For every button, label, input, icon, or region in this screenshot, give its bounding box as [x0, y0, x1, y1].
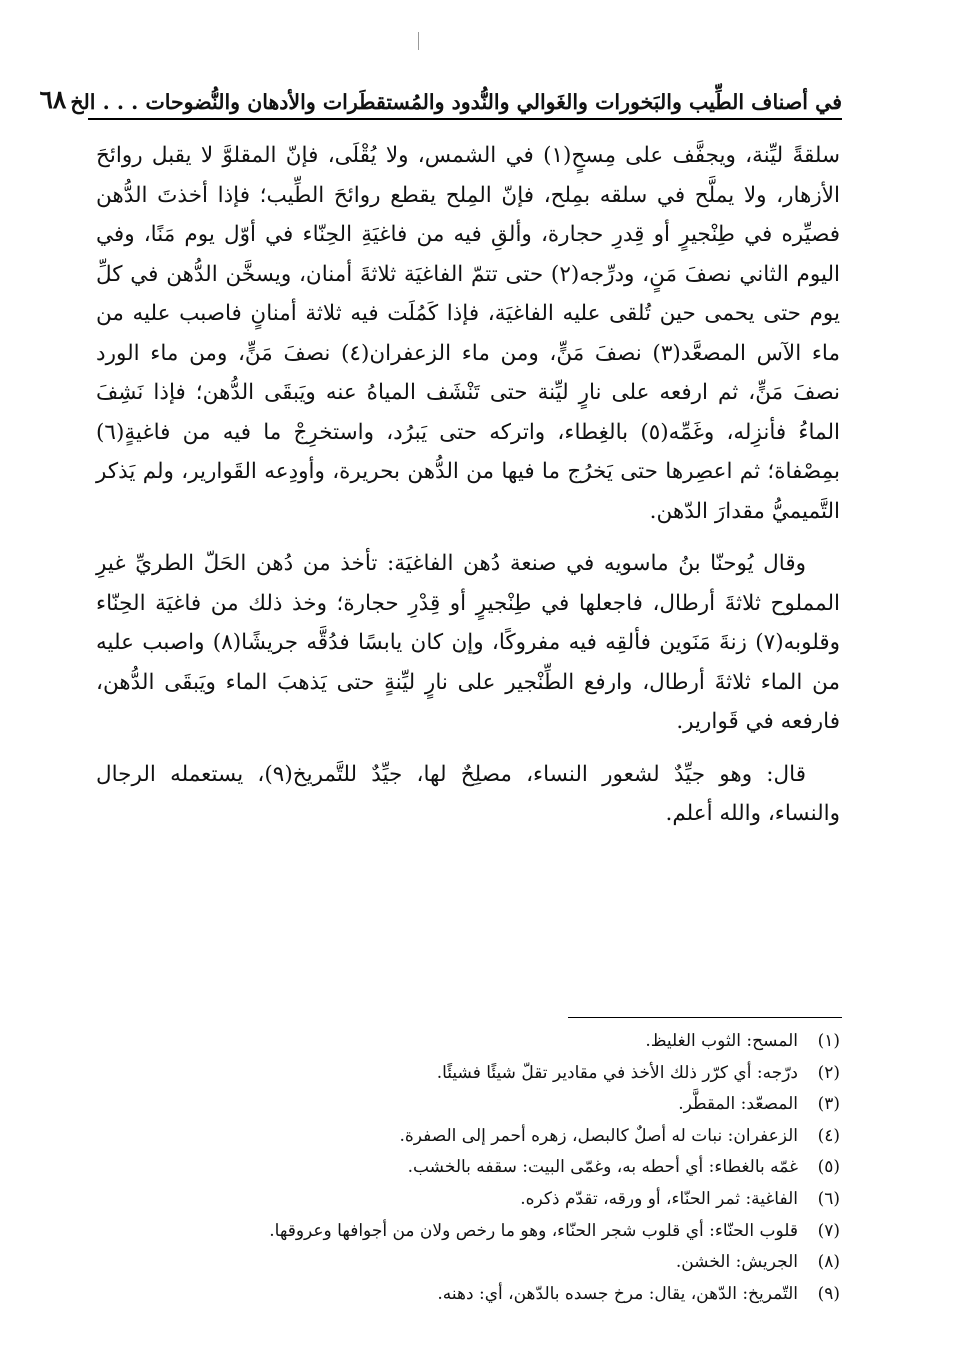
running-head: في أصناف الطِّيب والبَخورات والغَوالي والنُّدود والمُستقطَرات والأدهان والنُّضوحات . . . الخ	[70, 90, 842, 114]
footnote-number: (١)	[817, 1031, 840, 1051]
footnote-9	[100, 1279, 840, 1311]
footnote-text: الجريش: الخشن.	[675, 1252, 798, 1273]
paragraph-3: قال: وهو جيِّدٌ لشعور النساء، مصلِحٌ لها، جيِّدٌ للتَّمريخ(٩)، يستعمله الرجال والنساء، والله أعلم.	[96, 761, 840, 826]
paragraph-2: وقال يُوحنّا بنُ ماسويه في صنعة دُهن الفاغيَة: تأخذ من دُهن الحَلّ الطريِّ غيرِ المملوح ثلاثةَ أرطال، فاجعلها في طِنْجيرٍ أو قِدْرِ حجارة؛ وخذ ذلك من فاغيَة الحِنّاء وقلوبه(٧) زنةَ مَنَوين فألقِه فيه مفروكًا، وإن كان يابسًا فدُقَّه جريشًا(٨) واصبب عليه من الماء ثلاثةَ أرطال، وارفع الطِّنْجير على نارٍ ليِّنةٍ حتى يَذهبَ الماء ويَبقَى الدُّهن، فارفعه في قَوارير.	[96, 551, 840, 734]
footnote-text: المصعّد: المقطَّر.	[678, 1094, 798, 1115]
footnote-5	[100, 1152, 840, 1184]
footnote-text: المسح: الثوب الغليظ.	[645, 1031, 798, 1051]
footnote-8	[100, 1247, 840, 1279]
footnote-number: (٦)	[817, 1188, 840, 1209]
footnote-2	[100, 1058, 840, 1090]
top-crop-mark	[418, 32, 419, 50]
footnote-7	[100, 1216, 840, 1248]
page-number: ٦٨	[39, 85, 67, 114]
footnote-number: (٥)	[817, 1157, 840, 1178]
footnote-3	[100, 1089, 840, 1121]
footnote-text: درّجه: أي كرّر ذلك الأخذ في مقادير تقلّ شيئًا فشيئًا.	[436, 1062, 798, 1083]
footnote-text: قلوب الحنّاء: أي قلوب شجر الحنّاء، وهو ما رخص ولان من أجوافها وعروقها.	[269, 1220, 798, 1241]
footnote-number: (٧)	[817, 1220, 840, 1241]
page-header	[39, 78, 842, 114]
footnote-number: (٤)	[817, 1125, 840, 1146]
body-text	[96, 136, 840, 834]
paragraph-1: سلقةً ليِّنة، ويجفَّف على مِسحٍ(١) في الشمس، ولا يُقْلَى، فإنّ المقلوَّ لا يقبل روائحَ الأزهار، ولا يملَّح في سلقه بمِلح، فإنّ المِلح يقطع روائحَ الطِّيب؛ فإذا أخذتَ الدُّهن فصيِّره في طِنْجيرٍ أو قِدرِ حجارة، وألقِ فيه من فاغيَةِ الحِنّاء في أوّل يوم مَنًا، وفي اليوم الثاني نصفَ مَنٍ، ودرِّجه(٢) حتى تتمّ الفاغيَة ثلاثةَ أمنان، ويسخَّن الدُّهن في كلِّ يوم حتى يحمى حين تُلقى عليه الفاغيَة، فإذا كَمُلَت فيه ثلاثة أمنانٍ فاصبب عليه من ماء الآس المصعَّد(٣) نصفَ مَنٍّ، ومن ماء الزعفران(٤) نصفَ مَنٍّ، ومن ماء الورد نصفَ مَنٍّ، ثم ارفعه على نارٍ ليِّنة حتى تَنْشَف المياهُ عنه ويَبقَى الدُّهن؛ فإذا نَشِفَ الماءُ فأنزِله، وغَمِّه(٥) بالغِطاء، واتركه حتى يَبرُد، واستخرِجْ ما فيه من فاغيةٍ(٦) بمِصْفاة؛ ثم اعصِرها حتى يَخرُج ما فيها من الدُّهن بحريرة، وأودِعه القَوارير، ولم يَذكر التَّميميُّ مقدارَ الدّهن.	[96, 143, 840, 524]
footnote-text: غمّه بالغطاء: أي أحطه به، وغمّى البيت: سقفه بالخشب.	[407, 1157, 798, 1178]
footnote-rule	[568, 1017, 842, 1018]
footnote-number: (٨)	[817, 1252, 840, 1273]
footnote-4	[100, 1121, 840, 1153]
footnotes	[100, 1026, 840, 1310]
footnote-1	[100, 1026, 840, 1058]
footnote-text: التّمريخ: الدّهن، يقال: مرخ جسده بالدّهن، أي: دهنه.	[437, 1283, 798, 1304]
footnote-number: (٩)	[817, 1283, 840, 1304]
footnote-text: الزعفران: نبات له أصلٌ كالبصل، زهره أحمر إلى الصفرة.	[399, 1125, 798, 1146]
footnote-number: (٣)	[817, 1094, 840, 1115]
footnote-text: الفاغية: ثمر الحنّاء، أو ورقه، تقدّم ذكره.	[520, 1188, 798, 1209]
header-rule	[88, 118, 842, 120]
footnote-number: (٢)	[817, 1062, 840, 1083]
footnote-6	[100, 1184, 840, 1216]
